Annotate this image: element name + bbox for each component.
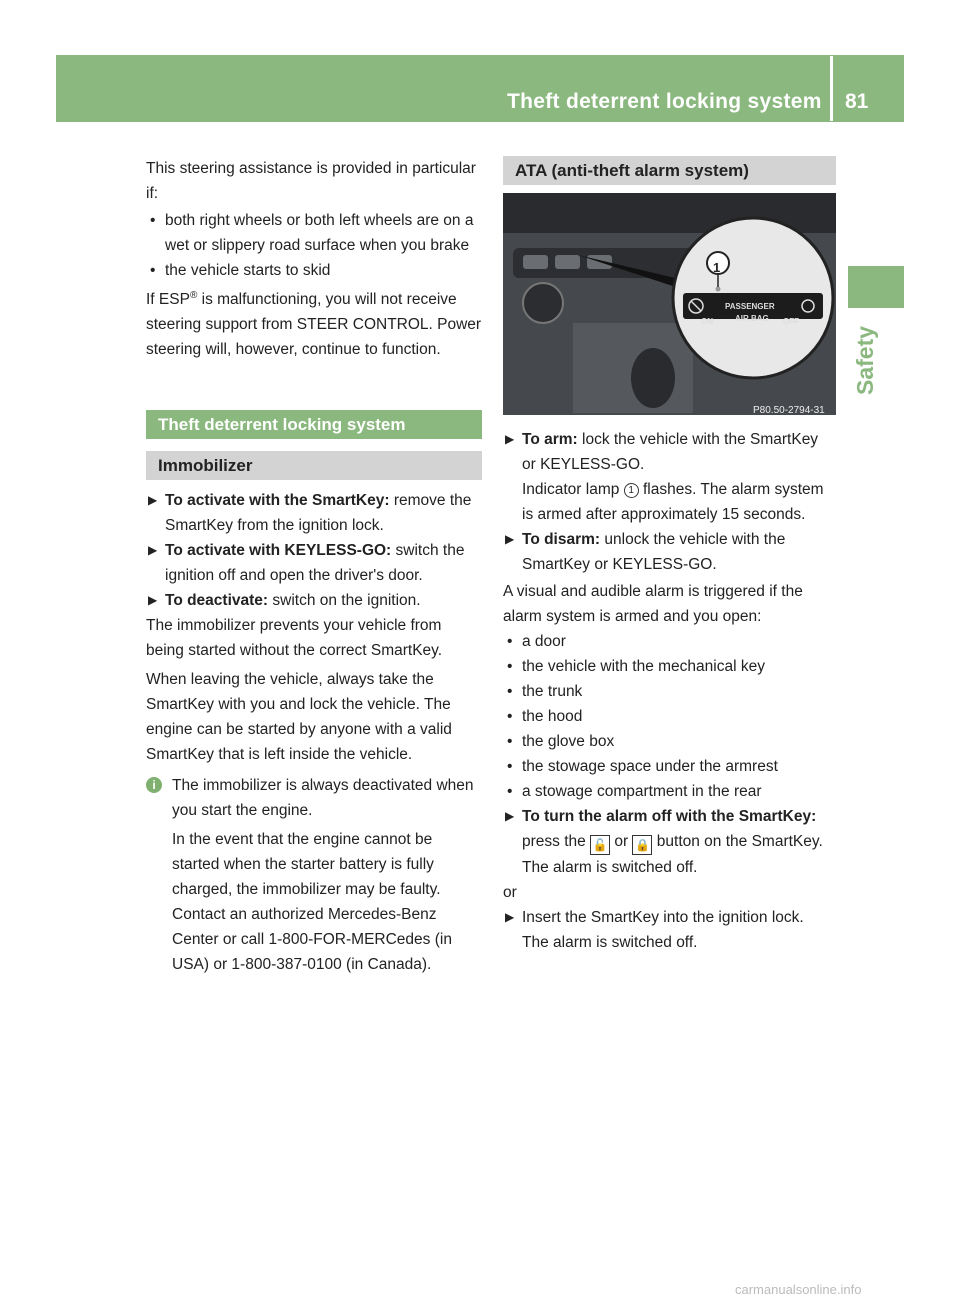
step-arrow-icon: ▶ — [505, 809, 515, 823]
esp-paragraph: If ESP® is malfunctioning, you will not receive steering support from STEER CONTROL. Power steering will, however, continue to function. — [146, 290, 482, 359]
bullet-icon: • — [507, 733, 513, 750]
step-arrow-icon: ▶ — [148, 493, 158, 508]
step-item: ▶ To deactivate: switch on the ignition. — [146, 588, 482, 613]
bullet-icon: • — [507, 758, 513, 775]
step-arrow-icon: ▶ — [148, 543, 158, 558]
trigger-item: • the stowage space under the armrest — [503, 754, 836, 779]
trigger-item: • a door — [503, 629, 836, 654]
info-icon: i — [146, 777, 162, 793]
section-title-theft: Theft deterrent locking system — [146, 410, 482, 439]
bullet-icon: • — [507, 783, 513, 800]
bullet-icon: • — [150, 212, 156, 229]
header-separator — [830, 56, 833, 121]
disarm-step: ▶ To disarm: unlock the vehicle with the SmartKey or KEYLESS-GO. — [503, 527, 836, 577]
registered-mark: ® — [189, 290, 198, 301]
photo-label-airbag: AIR BAG — [735, 314, 769, 323]
or-word: or — [503, 884, 517, 901]
bullet-icon: • — [507, 683, 513, 700]
trigger-item: • the trunk — [503, 679, 836, 704]
step-arrow-icon: ▶ — [505, 532, 515, 546]
intro-bullet: • the vehicle starts to skid — [146, 258, 482, 283]
side-tab-marker — [848, 266, 904, 308]
page-header-title: Theft deterrent locking system — [507, 90, 822, 113]
side-section-label: Safety — [852, 325, 878, 395]
console-photo — [503, 193, 836, 415]
bullet-icon: • — [507, 708, 513, 725]
console-photo-graphic — [503, 193, 836, 415]
arm-step: ▶ To arm: lock the vehicle with the SmartKey or KEYLESS-GO. Indicator lamp 1 flashes. The alarm system is armed after approximately 15 seconds. — [503, 427, 836, 527]
step-arrow-icon: ▶ — [148, 593, 158, 608]
info-note: i The immobilizer is always deactivated when you start the engine. In the event that the engine cannot be started when the starter battery is fully charged, the immobilizer may be faulty. Contact an authorized Mercedes-Benz Center or call 1-800-FOR-MERCedes (in USA) or 1-800-387-0100 (in Canada). — [146, 773, 482, 977]
immobilizer-para-1: The immobilizer prevents your vehicle from being started without the correct SmartKey. — [146, 617, 443, 660]
watermark: carmanualsonline.info — [735, 1282, 862, 1297]
trigger-intro: A visual and audible alarm is triggered if the alarm system is armed and you open: — [503, 583, 803, 625]
insert-step: ▶ Insert the SmartKey into the ignition lock. The alarm is switched off. — [503, 905, 836, 955]
section-title-ata: ATA (anti-theft alarm system) — [503, 156, 836, 185]
indicator-number-icon: 1 — [624, 483, 639, 498]
lock-key-icon: 🔒 — [632, 835, 652, 855]
trigger-item: • the hood — [503, 704, 836, 729]
trigger-item: • the glove box — [503, 729, 836, 754]
photo-label-off: OFF — [783, 317, 799, 326]
subsection-title-immobilizer: Immobilizer — [146, 451, 482, 480]
right-column — [503, 156, 836, 955]
immobilizer-para-2: When leaving the vehicle, always take the SmartKey with you and lock the vehicle. The engine can be started by anyone with a valid SmartKey that is left inside the vehicle. — [146, 671, 452, 764]
bullet-icon: • — [507, 633, 513, 650]
step-item: ▶ To activate with the SmartKey: remove the SmartKey from the ignition lock. — [146, 488, 482, 538]
intro-bullet: • both right wheels or both left wheels are on a wet or slippery road surface when you brake — [146, 208, 482, 258]
step-arrow-icon: ▶ — [505, 432, 515, 446]
step-item: ▶ To activate with KEYLESS-GO: switch the ignition off and open the driver's door. — [146, 538, 482, 588]
bullet-icon: • — [150, 262, 156, 279]
step-arrow-icon: ▶ — [505, 910, 515, 924]
left-column — [146, 156, 482, 977]
trigger-item: • the vehicle with the mechanical key — [503, 654, 836, 679]
intro-text: This steering assistance is provided in particular if: — [146, 160, 476, 202]
bullet-icon: • — [507, 658, 513, 675]
alarm-off-step: ▶ To turn the alarm off with the SmartKey: press the 🔓 or 🔒 button on the SmartKey. The alarm is switched off. — [503, 804, 836, 880]
page-number: 81 — [845, 90, 869, 113]
photo-label-on: ON — [701, 317, 713, 326]
callout-number: 1 — [713, 260, 721, 275]
photo-label-passenger: PASSENGER — [725, 302, 775, 311]
unlock-key-icon: 🔓 — [590, 835, 610, 855]
trigger-item: • a stowage compartment in the rear — [503, 779, 836, 804]
photo-code: P80.50-2794-31 — [753, 405, 825, 415]
